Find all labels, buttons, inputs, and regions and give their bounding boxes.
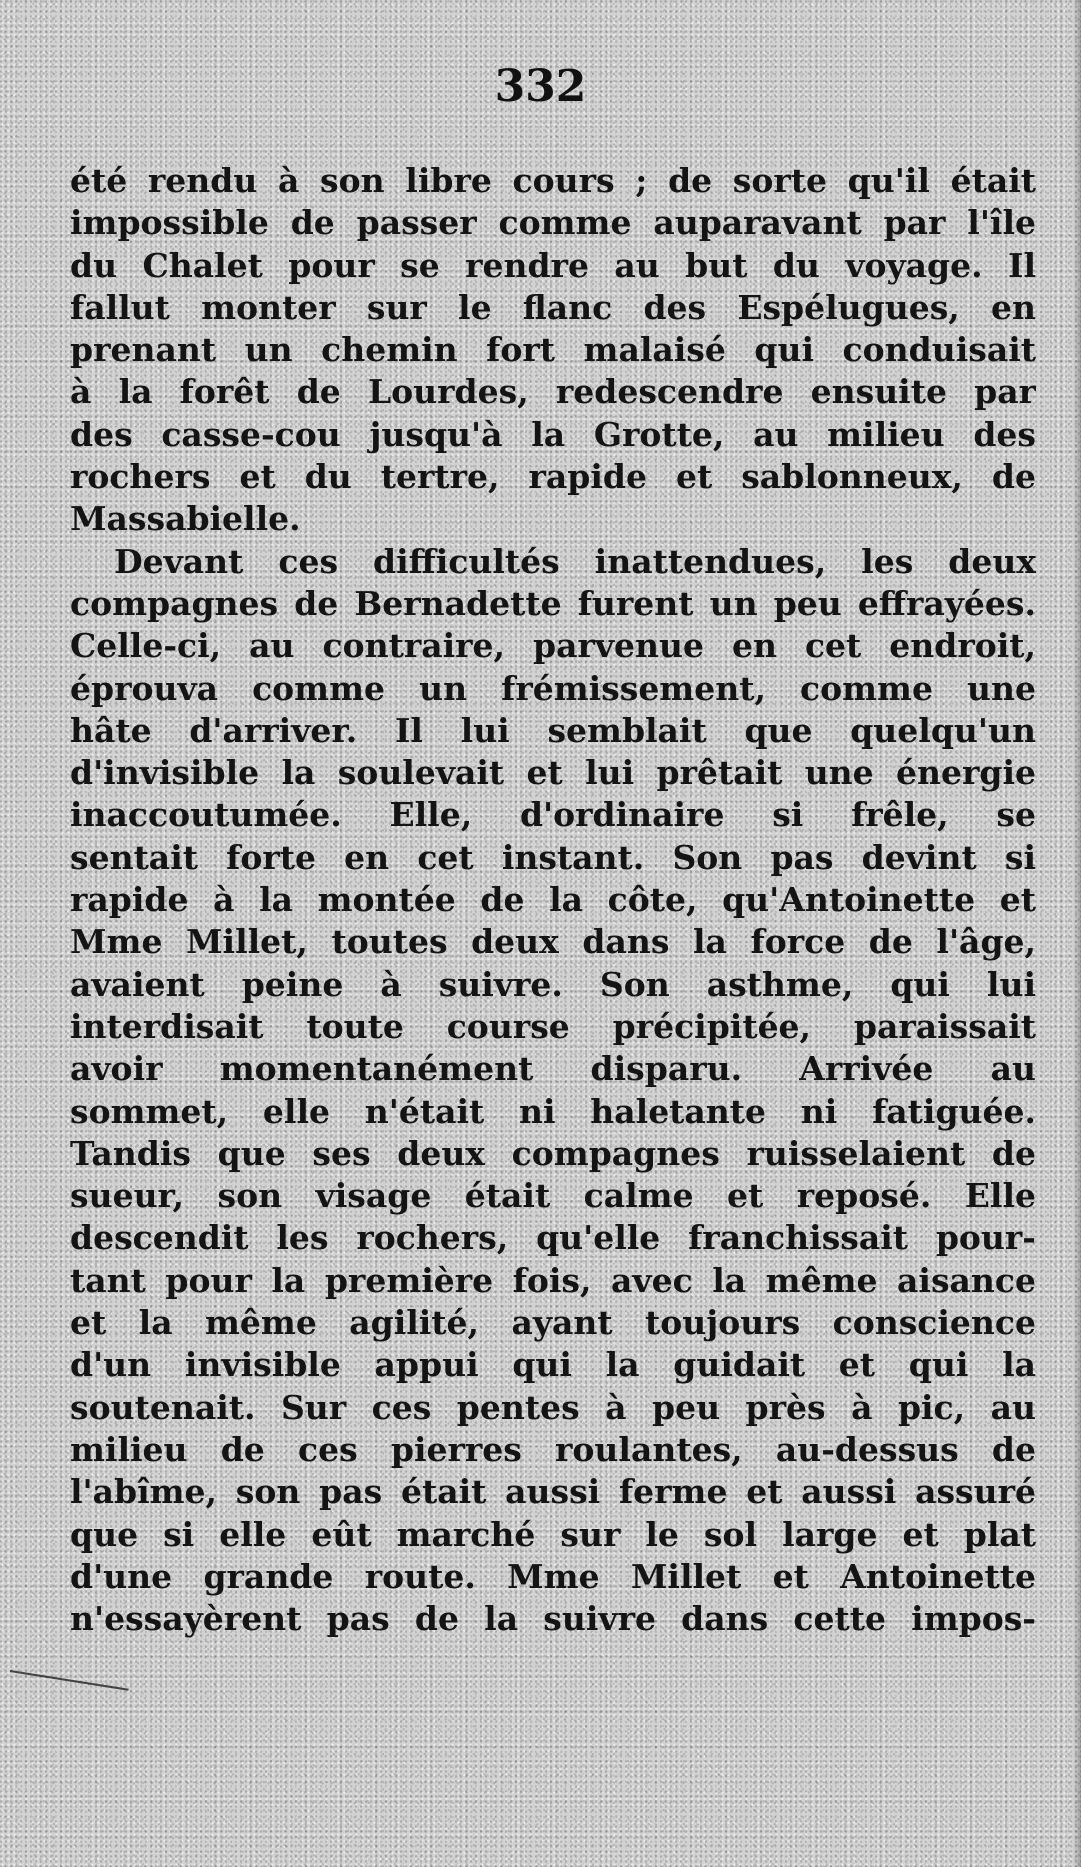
- text-line: inaccoutumée. Elle, d'ordinaire si frêle, se: [70, 795, 1036, 835]
- text-line: interdisait toute course précipitée, paraissait: [70, 1006, 1036, 1046]
- text-line: descendit les rochers, qu'elle franchissait pour-: [70, 1218, 1036, 1258]
- text-line: l'abîme, son pas était aussi ferme et aussi assuré: [70, 1472, 1036, 1512]
- body-text: [70, 160, 1036, 1640]
- text-line: n'essayèrent pas de la suivre dans cette impos-: [70, 1599, 1036, 1639]
- text-line: impossible de passer comme auparavant par l'île: [70, 203, 1036, 243]
- text-line: Massabielle.: [70, 499, 301, 539]
- text-line: fallut monter sur le flanc des Espélugues, en: [70, 287, 1036, 327]
- text-line: des casse-cou jusqu'à la Grotte, au milieu des: [70, 414, 1036, 454]
- text-line: Tandis que ses deux compagnes ruisselaient de: [70, 1133, 1036, 1173]
- page-number: 332: [494, 61, 587, 112]
- text-line: d'un invisible appui qui la guidait et qui la: [70, 1345, 1036, 1385]
- text-line: éprouva comme un frémissement, comme une: [70, 668, 1036, 708]
- text-line: que si elle eût marché sur le sol large et plat: [70, 1514, 1036, 1554]
- text-line: du Chalet pour se rendre au but du voyage. Il: [70, 245, 1036, 285]
- text-line: d'invisible la soulevait et lui prêtait une énergie: [70, 753, 1036, 793]
- text-line: milieu de ces pierres roulantes, au-dessus de: [70, 1429, 1036, 1469]
- text-line: prenant un chemin fort malaisé qui conduisait: [70, 330, 1036, 370]
- text-line: avoir momentanément disparu. Arrivée au: [70, 1049, 1036, 1089]
- text-line: d'une grande route. Mme Millet et Antoinette: [70, 1556, 1036, 1596]
- text-line: hâte d'arriver. Il lui semblait que quelqu'un: [70, 710, 1036, 750]
- scan-edge-shadow: [1073, 0, 1081, 1867]
- text-line: rapide à la montée de la côte, qu'Antoinette et: [70, 880, 1036, 920]
- text-line: à la forêt de Lourdes, redescendre ensuite par: [70, 372, 1036, 412]
- text-line: rochers et du tertre, rapide et sablonneux, de: [70, 457, 1036, 497]
- text-line: soutenait. Sur ces pentes à peu près à pic, au: [70, 1387, 1036, 1427]
- text-line: été rendu à son libre cours ; de sorte qu'il était: [70, 161, 1036, 200]
- text-line: et la même agilité, ayant toujours conscience: [70, 1303, 1036, 1343]
- text-line: sentait forte en cet instant. Son pas devint si: [70, 837, 1036, 877]
- text-line: Devant ces difficultés inattendues, les deux: [114, 541, 1036, 581]
- text-line: sueur, son visage était calme et reposé. Elle: [70, 1176, 1036, 1216]
- text-line: Mme Millet, toutes deux dans la force de l'âge,: [70, 922, 1036, 962]
- text-line: Celle-ci, au contraire, parvenue en cet endroit,: [70, 626, 1036, 666]
- text-line: compagnes de Bernadette furent un peu effrayées.: [70, 583, 1036, 623]
- text-line: avaient peine à suivre. Son asthme, qui lui: [70, 964, 1036, 1004]
- scan-scratch-mark: [10, 1670, 129, 1691]
- text-line: sommet, elle n'était ni haletante ni fatiguée.: [70, 1091, 1036, 1131]
- text-line: tant pour la première fois, avec la même aisance: [70, 1260, 1036, 1300]
